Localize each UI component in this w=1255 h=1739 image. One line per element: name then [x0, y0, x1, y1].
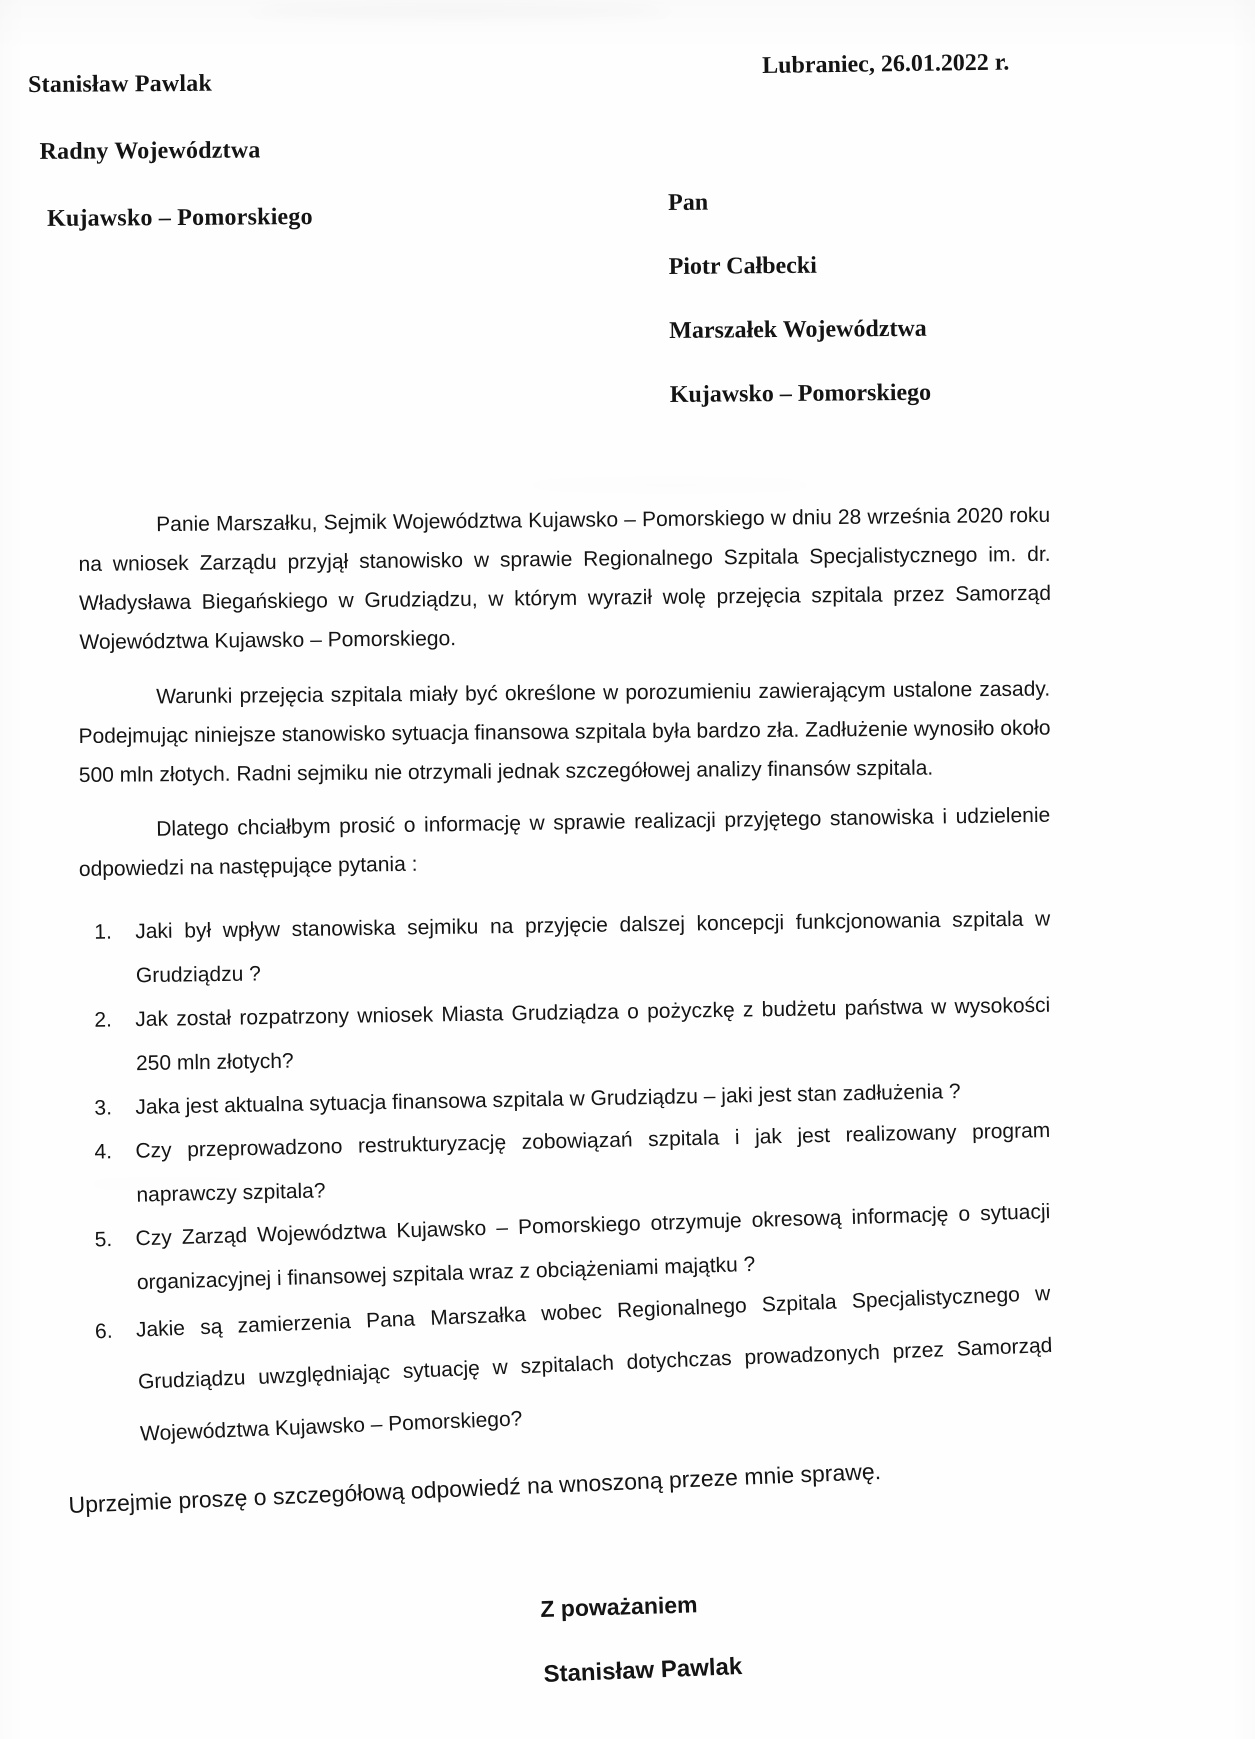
question-2-number: 2.	[94, 1008, 113, 1032]
question-1-text: Jaki był wpływ stanowiska sejmiku na przyjęcie dalszej koncepcji funkcjonowania szpitala w Grudziądzu ?	[135, 907, 1051, 988]
question-3-text: Jaka jest aktualna sytuacja finansowa szpitala w Grudziądzu – jaki jest stan zadłużenia ?	[135, 1080, 961, 1119]
sender-name: Stanisław Pawlak	[28, 70, 213, 98]
recipient-block	[668, 188, 932, 446]
dateline: Lubraniec, 26.01.2022 r.	[762, 49, 1010, 79]
sender-title: Radny Województwa	[39, 137, 261, 165]
letter-body	[78, 503, 1053, 1463]
question-1	[78, 897, 1051, 999]
question-5-number: 5.	[94, 1228, 113, 1252]
recipient-salutation: Pan	[668, 189, 709, 216]
question-6-number: 6.	[94, 1319, 113, 1344]
sender-region: Kujawsko – Pomorskiego	[46, 204, 313, 232]
scan-artifact	[250, 4, 670, 18]
questions-list	[78, 907, 1053, 1463]
question-4-number: 4.	[94, 1140, 113, 1164]
paragraph-2: Warunki przejęcia szpitala miały być określone w porozumieniu zawierającym ustalone zasady. Podejmując niniejsze stanowisko sytuacja finansowa szpitala była bardzo zła. Zadłużenie wynosiło około 500 mln złotych. Radni sejmiku nie otrzymali jednak szczegółowej analizy finansów szpitala.	[78, 677, 1051, 787]
closing-request: Uprzejmie proszę o szczegółową odpowiedź na wnoszoną przeze mnie sprawę.	[68, 1457, 882, 1518]
recipient-region: Kujawsko – Pomorskiego	[669, 379, 932, 408]
paragraph-3: Dlatego chciałbym prosić o informację w sprawie realizacji przyjętego stanowiska i udzielenie odpowiedzi na następujące pytania :	[78, 803, 1051, 881]
scan-artifact	[520, 480, 820, 490]
question-5-text: Czy Zarząd Województwa Kujawsko – Pomorskiego otrzymuje okresową informację o sytuacji organizacyjnej i finansowej szpitala wraz z obciążeniami majątku ?	[135, 1200, 1051, 1295]
paragraph-1: Panie Marszałku, Sejmik Województwa Kujawsko – Pomorskiego w dniu 28 września 2020 roku na wniosek Zarządu przyjął stanowisko w sprawie Regionalnego Szpitala Specjalistycznego im. dr. Władysława Biegańskiego w Grudziądzu, w którym wyraził wolę przejęcia szpitala przez Samorząd Województwa Kujawsko – Pomorskiego.	[78, 503, 1052, 654]
question-6-text: Jakie są zamierzenia Pana Marszałka wobec Regionalnego Szpitala Specjalistycznego w Grudziądzu uwzględniając sytuację w szpitalach dotychczas prowadzonych przez Samorząd Województwa Kujawsko – Pomorskiego?	[135, 1281, 1053, 1446]
question-3-number: 3.	[94, 1096, 113, 1120]
question-2-text: Jak został rozpatrzony wniosek Miasta Grudziądza o pożyczkę z budżetu państwa w wysokości 250 mln złotych?	[135, 993, 1051, 1076]
signature-name: Stanisław Pawlak	[543, 1653, 743, 1688]
sender-block	[28, 70, 313, 273]
valediction: Z poważaniem	[540, 1591, 698, 1622]
question-4-text: Czy przeprowadzono restrukturyzację zobowiązań szpitala i jak jest realizowany program naprawczy szpitala?	[135, 1118, 1051, 1207]
question-1-number: 1.	[94, 920, 112, 944]
recipient-name: Piotr Całbecki	[668, 252, 817, 280]
recipient-title: Marszałek Województwa	[669, 315, 927, 344]
